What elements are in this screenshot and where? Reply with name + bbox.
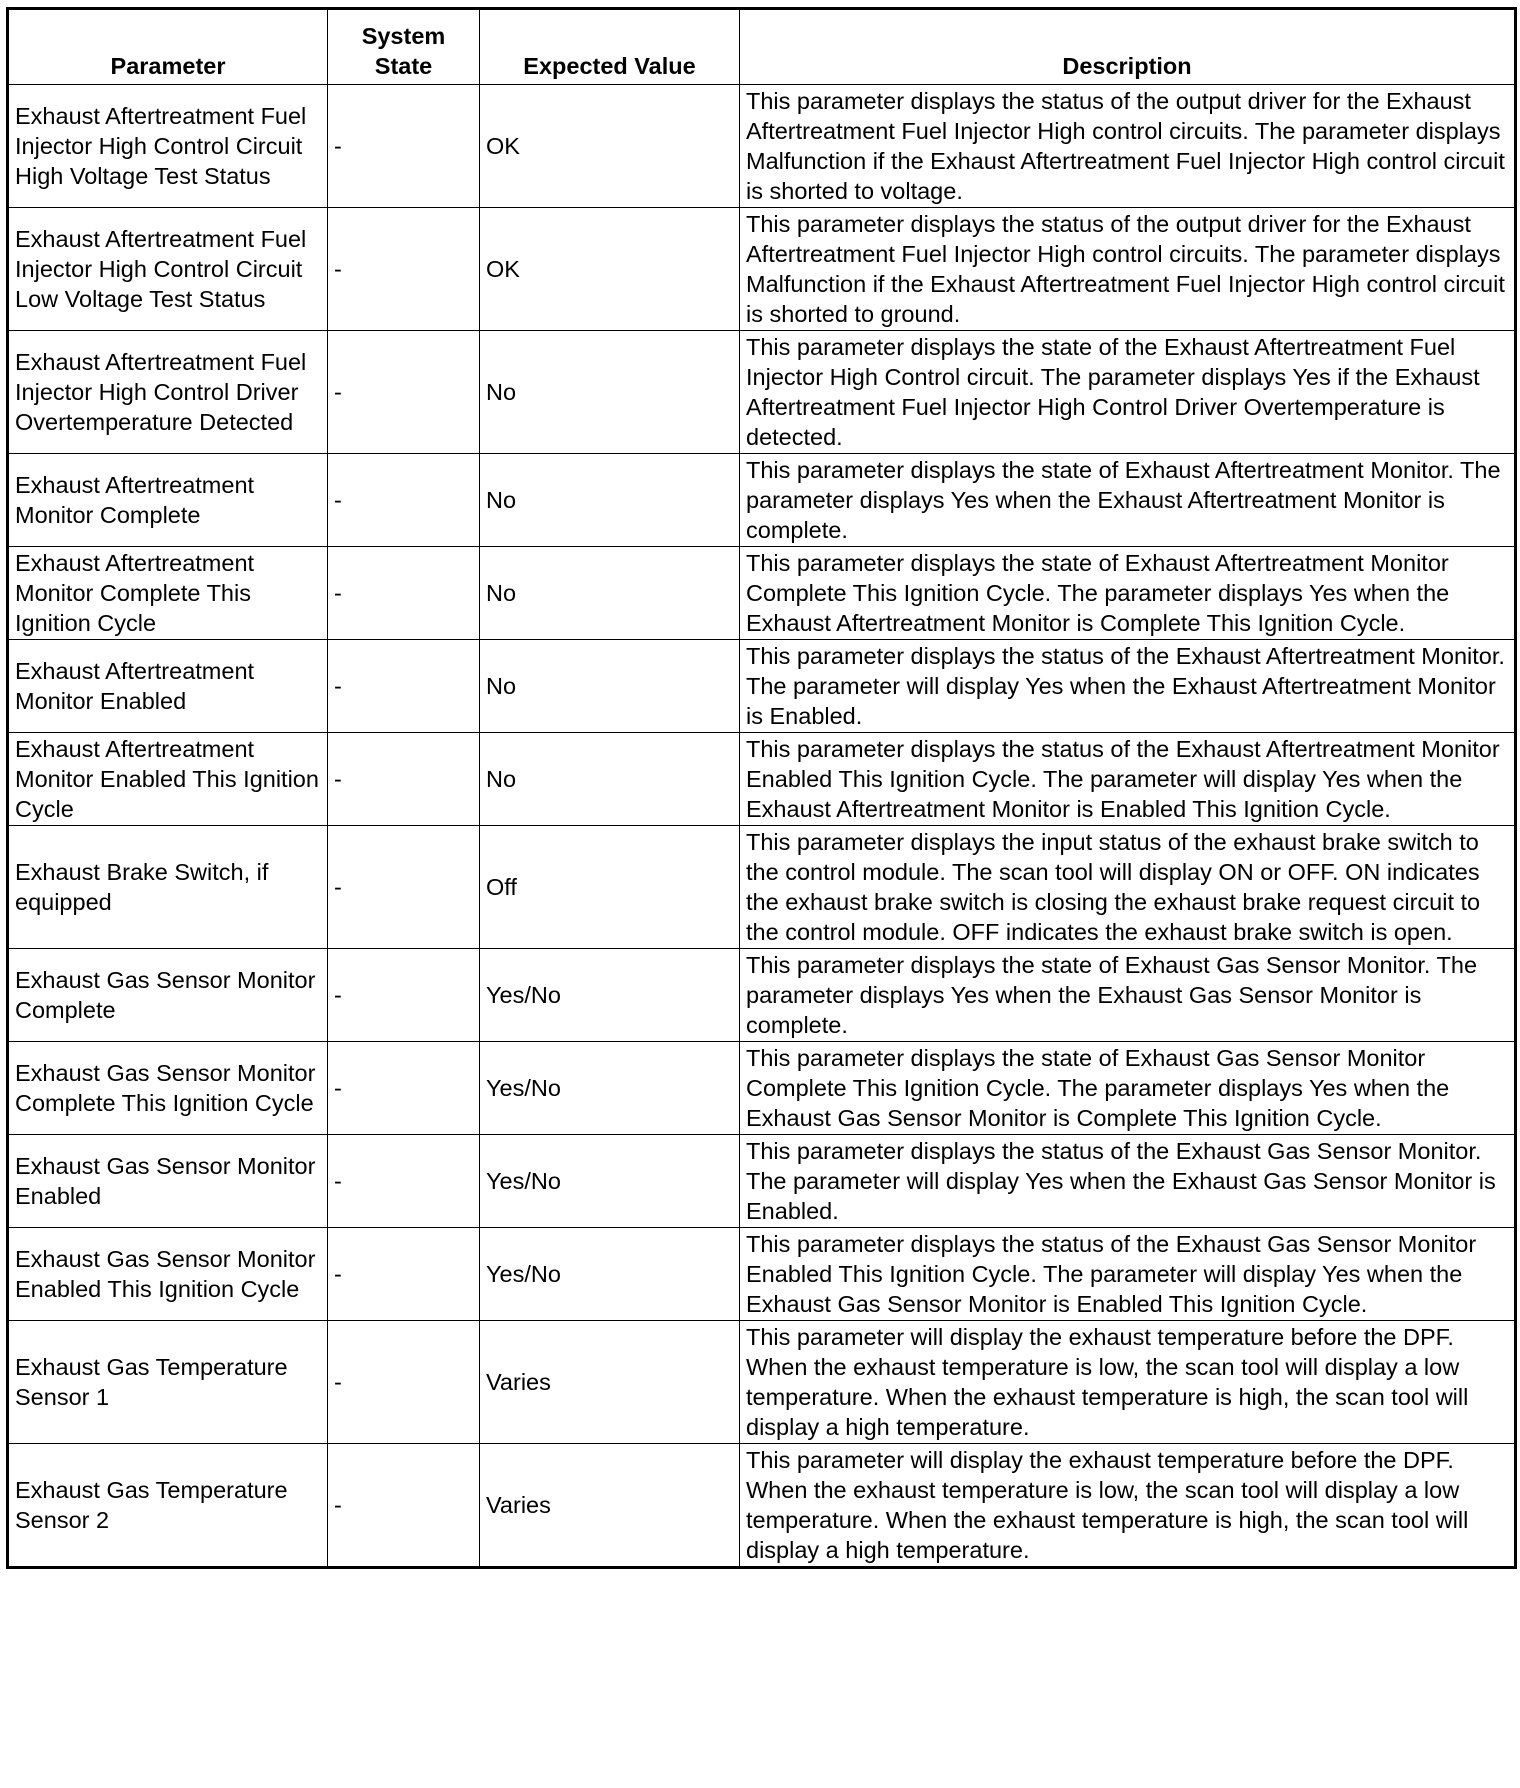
table-row bbox=[8, 826, 1516, 949]
expected-value-cell: No bbox=[480, 640, 740, 733]
expected-value-cell: No bbox=[480, 454, 740, 547]
table-row bbox=[8, 454, 1516, 547]
system-state-cell: - bbox=[328, 547, 480, 640]
description-cell: This parameter displays the state of Exhaust Gas Sensor Monitor. The parameter displays Yes when the Exhaust Gas Sensor Monitor is complete. bbox=[740, 949, 1516, 1042]
table-row bbox=[8, 85, 1516, 208]
description-cell: This parameter displays the status of the Exhaust Gas Sensor Monitor Enabled This Ignition Cycle. The parameter will display Yes when the Exhaust Gas Sensor Monitor is Enabled This Ignition Cycle. bbox=[740, 1228, 1516, 1321]
description-cell: This parameter displays the status of the output driver for the Exhaust Aftertreatment Fuel Injector High control circuits. The parameter displays Malfunction if the Exhaust Aftertreatment Fuel Injector High control circuit is shorted to voltage. bbox=[740, 85, 1516, 208]
table-row bbox=[8, 547, 1516, 640]
system-state-cell: - bbox=[328, 640, 480, 733]
expected-value-cell: Yes/No bbox=[480, 1228, 740, 1321]
system-state-cell: - bbox=[328, 1135, 480, 1228]
header-expected-value: Expected Value bbox=[480, 9, 740, 85]
table-row bbox=[8, 1444, 1516, 1568]
system-state-cell: - bbox=[328, 1228, 480, 1321]
description-cell: This parameter displays the state of Exhaust Aftertreatment Monitor. The parameter displays Yes when the Exhaust Aftertreatment Monitor is complete. bbox=[740, 454, 1516, 547]
expected-value-cell: Yes/No bbox=[480, 949, 740, 1042]
parameter-cell: Exhaust Gas Temperature Sensor 1 bbox=[8, 1321, 328, 1444]
description-cell: This parameter displays the status of the output driver for the Exhaust Aftertreatment Fuel Injector High control circuits. The parameter displays Malfunction if the Exhaust Aftertreatment Fuel Injector High control circuit is shorted to ground. bbox=[740, 208, 1516, 331]
table-row bbox=[8, 640, 1516, 733]
table-body bbox=[8, 85, 1516, 1568]
table-row bbox=[8, 1321, 1516, 1444]
table-row bbox=[8, 331, 1516, 454]
parameter-cell: Exhaust Aftertreatment Monitor Enabled bbox=[8, 640, 328, 733]
description-cell: This parameter displays the state of the Exhaust Aftertreatment Fuel Injector High Control circuit. The parameter displays Yes if the Exhaust Aftertreatment Fuel Injector High Control Driver Overtemperature is detected. bbox=[740, 331, 1516, 454]
description-cell: This parameter displays the status of the Exhaust Aftertreatment Monitor Enabled This Ignition Cycle. The parameter will display Yes when the Exhaust Aftertreatment Monitor is Enabled This Ignition Cycle. bbox=[740, 733, 1516, 826]
table-row bbox=[8, 1042, 1516, 1135]
system-state-cell: - bbox=[328, 454, 480, 547]
system-state-cell: - bbox=[328, 1444, 480, 1568]
description-cell: This parameter will display the exhaust temperature before the DPF. When the exhaust temperature is low, the scan tool will display a low temperature. When the exhaust temperature is high, the scan tool will display a high temperature. bbox=[740, 1321, 1516, 1444]
expected-value-cell: Varies bbox=[480, 1321, 740, 1444]
table-row bbox=[8, 733, 1516, 826]
system-state-cell: - bbox=[328, 733, 480, 826]
description-cell: This parameter displays the state of Exhaust Gas Sensor Monitor Complete This Ignition Cycle. The parameter displays Yes when the Exhaust Gas Sensor Monitor is Complete This Ignition Cycle. bbox=[740, 1042, 1516, 1135]
description-cell: This parameter displays the status of the Exhaust Aftertreatment Monitor. The parameter will display Yes when the Exhaust Aftertreatment Monitor is Enabled. bbox=[740, 640, 1516, 733]
parameter-cell: Exhaust Aftertreatment Fuel Injector High Control Circuit High Voltage Test Status bbox=[8, 85, 328, 208]
parameter-table bbox=[6, 7, 1517, 1569]
parameter-cell: Exhaust Gas Sensor Monitor Complete This Ignition Cycle bbox=[8, 1042, 328, 1135]
parameter-cell: Exhaust Aftertreatment Fuel Injector High Control Driver Overtemperature Detected bbox=[8, 331, 328, 454]
expected-value-cell: No bbox=[480, 331, 740, 454]
parameter-cell: Exhaust Aftertreatment Monitor Complete bbox=[8, 454, 328, 547]
expected-value-cell: Yes/No bbox=[480, 1135, 740, 1228]
expected-value-cell: OK bbox=[480, 85, 740, 208]
parameter-cell: Exhaust Gas Sensor Monitor Enabled bbox=[8, 1135, 328, 1228]
expected-value-cell: OK bbox=[480, 208, 740, 331]
parameter-cell: Exhaust Aftertreatment Fuel Injector High Control Circuit Low Voltage Test Status bbox=[8, 208, 328, 331]
description-cell: This parameter displays the state of Exhaust Aftertreatment Monitor Complete This Ignition Cycle. The parameter displays Yes when the Exhaust Aftertreatment Monitor is Complete This Ignition Cycle. bbox=[740, 547, 1516, 640]
table-row bbox=[8, 949, 1516, 1042]
parameter-cell: Exhaust Gas Sensor Monitor Enabled This Ignition Cycle bbox=[8, 1228, 328, 1321]
expected-value-cell: Varies bbox=[480, 1444, 740, 1568]
expected-value-cell: Off bbox=[480, 826, 740, 949]
system-state-cell: - bbox=[328, 826, 480, 949]
expected-value-cell: No bbox=[480, 547, 740, 640]
header-description: Description bbox=[740, 9, 1516, 85]
system-state-cell: - bbox=[328, 208, 480, 331]
parameter-cell: Exhaust Gas Sensor Monitor Complete bbox=[8, 949, 328, 1042]
table-row bbox=[8, 1135, 1516, 1228]
system-state-cell: - bbox=[328, 1321, 480, 1444]
system-state-cell: - bbox=[328, 331, 480, 454]
expected-value-cell: Yes/No bbox=[480, 1042, 740, 1135]
parameter-cell: Exhaust Aftertreatment Monitor Complete This Ignition Cycle bbox=[8, 547, 328, 640]
description-cell: This parameter will display the exhaust temperature before the DPF. When the exhaust temperature is low, the scan tool will display a low temperature. When the exhaust temperature is high, the scan tool will display a high temperature. bbox=[740, 1444, 1516, 1568]
expected-value-cell: No bbox=[480, 733, 740, 826]
header-row bbox=[8, 9, 1516, 85]
table-row bbox=[8, 1228, 1516, 1321]
description-cell: This parameter displays the input status of the exhaust brake switch to the control module. The scan tool will display ON or OFF. ON indicates the exhaust brake switch is closing the exhaust brake request circuit to the control module. OFF indicates the exhaust brake switch is open. bbox=[740, 826, 1516, 949]
description-cell: This parameter displays the status of the Exhaust Gas Sensor Monitor. The parameter will display Yes when the Exhaust Gas Sensor Monitor is Enabled. bbox=[740, 1135, 1516, 1228]
header-system-state: System State bbox=[328, 9, 480, 85]
parameter-cell: Exhaust Aftertreatment Monitor Enabled This Ignition Cycle bbox=[8, 733, 328, 826]
system-state-cell: - bbox=[328, 1042, 480, 1135]
header-parameter: Parameter bbox=[8, 9, 328, 85]
table-row bbox=[8, 208, 1516, 331]
parameter-cell: Exhaust Gas Temperature Sensor 2 bbox=[8, 1444, 328, 1568]
system-state-cell: - bbox=[328, 85, 480, 208]
parameter-cell: Exhaust Brake Switch, if equipped bbox=[8, 826, 328, 949]
system-state-cell: - bbox=[328, 949, 480, 1042]
